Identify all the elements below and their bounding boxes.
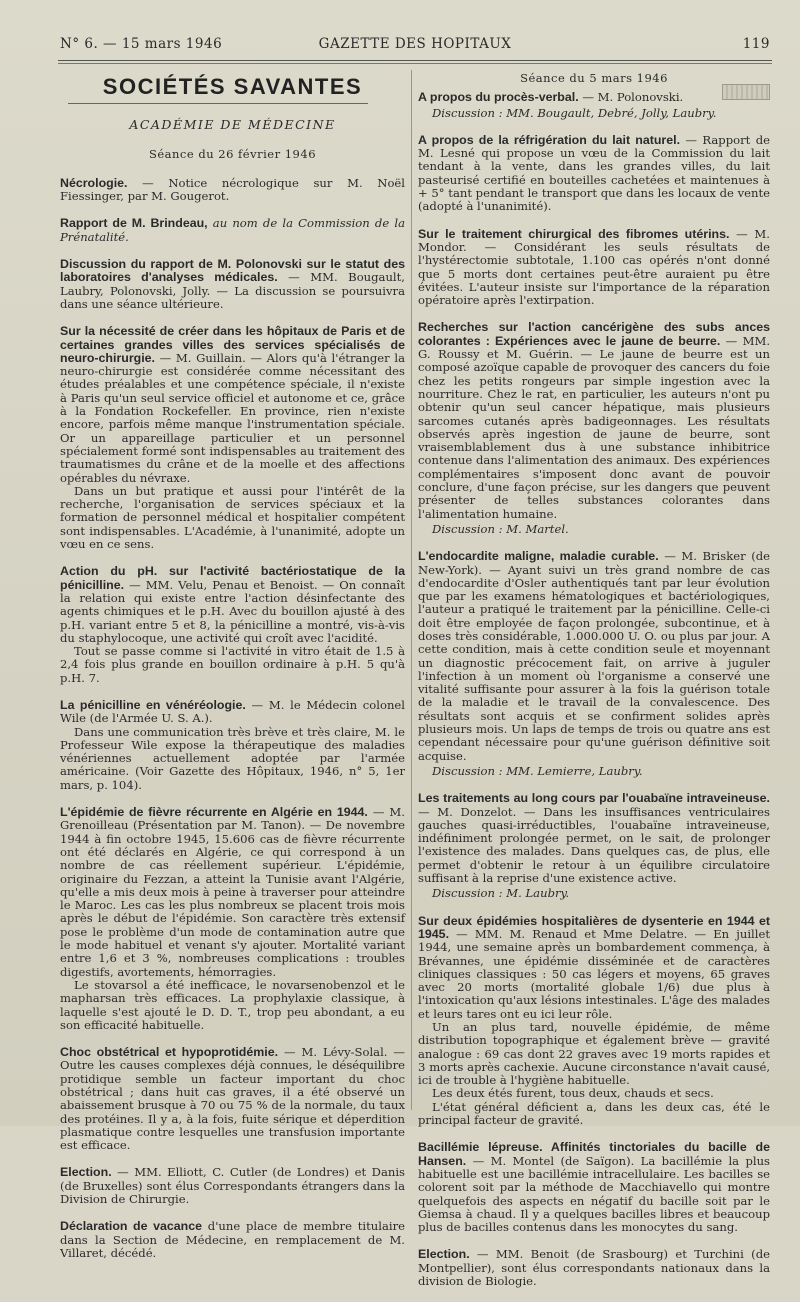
article-text: — Rapport de M. Lesné qui propose un vœu de la Commission du lait tendant à la vente, dans les grandes villes, du lait pasteurisé certifié en bouteilles cachetées et maintenues à + 5° tant pendant le transport que dans les locaux de vente (adopté à l'unanimité).	[418, 132, 770, 214]
article-text: — M. Mondor. — Considérant les seuls résultats de l'hystérectomie subtotale, 1.100 cas opérés n'ont donné que 5 morts dont certaines peut-être auraient pu être évitées. L'auteur insiste sur l'importance de la réparation opératoire après l'extirpation.	[418, 226, 770, 308]
header-rule-secondary	[58, 63, 772, 64]
article-text: — MM. Bougault, Laubry, Polonovski, Jolly. — La discussion se poursuivra dans une séance ultérieure.	[60, 270, 405, 311]
academy-heading: ACADÉMIE DE MÉDECINE	[129, 117, 336, 133]
section-title: SOCIÉTÉS SAVANTES	[102, 74, 363, 99]
article-text: — MM. Elliott, C. Cutler (de Londres) et Danis (de Bruxelles) sont élus Correspondants étrangers dans la Division de Chirurgie.	[60, 1165, 405, 1207]
discussion-line: Discussion : M. Martel.	[432, 521, 569, 536]
article-item	[418, 792, 770, 900]
seance-date: Séance du 26 février 1946	[148, 146, 317, 161]
article-item	[418, 134, 770, 214]
article-item	[60, 177, 405, 204]
article-item	[60, 1220, 405, 1260]
article-paragraph: L'état général déficient a, dans les deux cas, été le principal facteur de gravité.	[418, 1099, 770, 1128]
article-text: — M. Grenoilleau (Présentation par M. Tanon). — De novembre 1944 à fin octobre 1945, 15.606 cas de fièvre récurrente ont été déclarés en Algérie, ce qui correspond à un nombre de cas réellement supérieur. L'épidémie, originaire du Fezzan, a atteint la Tunisie avant l'Algérie, qu'elle a mis deux mois à peine à traverser pour atteindre le Maroc. Les cas les plus nombreux se placent trois mois après le début de l'épidémie. Son caractère très extensif pose le problème d'un mode de contamination autre que le mode habituel et venant s'y ajouter. Mortalité variant entre 1,6 et 3 %, nombreuses complications : troubles digestifs, avortements, hémorragies.	[60, 805, 405, 979]
article-text: — MM. Benoit (de Srasbourg) et Turchini (de Montpellier), sont élus correspondants nationaux dans la division de Biologie.	[418, 1247, 770, 1289]
article-item	[60, 217, 405, 244]
article-paragraph: Les deux étés furent, tous deux, chauds et secs.	[432, 1086, 714, 1101]
seance-date: Séance du 5 mars 1946	[520, 71, 668, 85]
article-title: Sur la nécessité de créer dans les hôpitaux de Paris et de certaines grandes villes des services spécialisés de neuro-chirurgie.	[60, 324, 405, 365]
article-item	[60, 258, 405, 311]
issue-date: N° 6. — 15 mars 1946	[60, 36, 223, 52]
article-title: Sur le traitement chirurgical des fibromes utérins.	[418, 226, 730, 241]
page-number: 119	[742, 36, 770, 52]
article-text: — Notice nécrologique sur M. Noël Fiessinger, par M. Gougerot.	[60, 175, 405, 204]
article-title: Bacillémie lépreuse. Affinités tinctoriales du bacille de Hansen.	[418, 1140, 770, 1168]
article-text: — M. le Médecin colonel Wile (de l'Armée U. S. A.).	[60, 697, 405, 726]
article-item	[60, 1046, 405, 1152]
article-title: La pénicilline en vénéréologie.	[60, 697, 246, 712]
article-item	[60, 699, 405, 792]
article-text: — MM. G. Roussy et M. Guérin. — Le jaune de beurre est un composé azoïque capable de provoquer des cancers du foie chez les petits rongeurs par simple ingestion avec la nourriture. Chez le rat, en particulier, les auteurs n'ont pu obtenir qu'un seul cancer hépatique, mais plusieurs sarcomes cutanés après badigeonnages. Les résultats observés après ingestion de jaune de beurre, sont vraisemblablement dus à une substance inhibitrice contenue dans l'alimentation des animaux. Des expériences complémentaires s'imposent donc avant de pouvoir conclure, d'une façon précise, sur les dangers que peuvent présenter de telles substances colorantes dans l'alimentation humaine.	[418, 333, 770, 521]
article-paragraph: Un an plus tard, nouvelle épidémie, de même distribution topographique et également brève — gravité analogue : 69 cas dont 22 graves avec 19 morts rapides et 3 morts après cachexie. Aucune circonstance n'avait causé, ici de trouble à l'hygiène habituelle.	[418, 1020, 770, 1088]
article-item	[60, 565, 405, 685]
article-text: d'une place de membre titulaire dans la Section de Médecine, en remplacement de M. Villaret, décédé.	[60, 1219, 405, 1260]
article-paragraph: Tout se passe comme si l'activité in vitro était de 1.5 à 2,4 fois plus grande en bouillon ordinaire à p.H. 5 qu'à p.H. 7.	[60, 644, 405, 685]
article-title: L'épidémie de fièvre récurrente en Algérie en 1944.	[60, 805, 368, 820]
article-paragraph: Dans une communication très brève et très claire, M. le Professeur Wile expose la thérapeutique des maladies vénériennes actuellement adoptée par l'armée américaine. (Voir Gazette des Hôpitaux, 1946, n° 5, 1er mars, p. 104).	[60, 724, 405, 792]
article-item	[60, 325, 405, 551]
article-text: — M. Guillain. — Alors qu'à l'étranger la neuro-chirurgie est considérée comme nécessitant des études préalables et une compétence spéciale, il n'existe à Paris qu'un seul service officiel et autonome et ce, grâce à la Fondation Rockefeller. En province, rien n'existe encore, parfois même manque l'instrumentation spéciale. Or un appareillage particulier et un personnel spécialement formé sont indispensables au traitement des traumatismes du crâne et de la moelle et des affections opérables du névraxe.	[60, 350, 405, 485]
page-header	[60, 36, 770, 58]
discussion-line: Discussion : MM. Lemierre, Laubry.	[432, 763, 643, 778]
article-item	[418, 228, 770, 308]
article-text: — M. Montel (de Saïgon). La bacillémie la plus habituelle est une bacillémie intracellulaire. Les bacilles se colorent soit par la méthode de Macchiavello qui montre quelquefois des aspects en négatif du bacille soit par le Giemsa à chaud. Il y a quelques bacilles libres et beaucoup plus de bacilles contenus dans les monocytes du sang.	[418, 1153, 770, 1235]
article-title: Election.	[418, 1247, 470, 1262]
article-item	[418, 1141, 770, 1234]
article-paragraph: Dans un but pratique et aussi pour l'intérêt de la recherche, l'organisation de services spéciaux et la formation de personnel médical et hospitalier compétent sont indispensables. L'Académie, à l'unanimité, adopte un vœu en ce sens.	[60, 483, 405, 552]
title-rule	[68, 103, 368, 104]
article-title: Action du pH. sur l'activité bactériostatique de la pénicilline.	[60, 564, 405, 592]
article-title: Nécrologie.	[60, 175, 128, 190]
article-title: Recherches sur l'action cancérigène des subs ances colorantes : Expériences avec le jaune de beurre.	[418, 320, 770, 348]
article-item	[418, 321, 770, 536]
article-title: Déclaration de vacance	[60, 1219, 202, 1234]
article-text: — MM. M. Renaud et Mme Delatre. — En juillet 1944, une semaine après un bombardement commença, à Brévannes, une épidémie disséminée et de caractères cliniques classiques : 50 cas légers et moyens, 65 graves avec 20 morts (mortalité globale 1/6) due plus à l'intoxication qu'aux lésions intestinales. L'âge des malades et leurs tares ont eu ici leur rôle.	[418, 926, 770, 1021]
journal-title: GAZETTE DES HOPITAUX	[318, 36, 512, 52]
article-text: — M. Donzelot. — Dans les insuffisances ventriculaires gauches quasi-irréductibles, l'ouabaïne intraveineuse, indéfiniment prolongée permet, on le sait, de prolonger l'existence des malades. Dans quelques cas, de plus, elle permet d'obtenir le retour à un équilibre circulatoire suffisant à la reprise d'une existence active.	[418, 804, 770, 886]
article-title: Choc obstétrical et hypoprotidémie.	[60, 1045, 279, 1060]
article-title: A propos de la réfrigération du lait naturel.	[418, 132, 681, 147]
article-title: A propos du procès-verbal.	[418, 90, 579, 105]
article-item	[418, 1248, 770, 1288]
discussion-line: Discussion : M. Laubry.	[432, 886, 570, 901]
article-title: Les traitements au long cours par l'ouabaïne intraveineuse.	[418, 791, 770, 806]
article-item	[418, 91, 770, 120]
article-item	[418, 550, 770, 778]
article-title: Discussion du rapport de M. Polonovski sur le statut des laboratoires d'analyses médicales.	[60, 257, 405, 285]
article-item	[60, 806, 405, 1032]
article-title: L'endocardite maligne, maladie curable.	[418, 549, 659, 564]
right-column	[418, 72, 770, 1302]
discussion-line: Discussion : MM. Bougault, Debré, Jolly, Laubry.	[432, 105, 717, 120]
article-item	[60, 1166, 405, 1206]
column-divider	[411, 70, 412, 1110]
article-text: — M. Polonovski.	[578, 90, 684, 105]
article-paragraph: Le stovarsol a été inefficace, le novarsenobenzol et le mapharsan très efficaces. La prophylaxie classique, à laquelle s'est ajouté le D. D. T., trop peu abondant, a eu son efficacité habituelle.	[60, 977, 405, 1032]
article-text: — M. Brisker (de New-York). — Ayant suivi un très grand nombre de cas d'endocardite d'Osler authentiqués tant par leur évolution que par les examens hématologiques et bactériologiques, l'auteur a pratiqué le traitement par la pénicilline. Celle-ci doit être employée de façon prolongée, subcontinue, et à doses très considérable, 1.000.000 U. O. ou plus par jour. A cette condition, mais à cette condition seule et moyennant un diagnostic précocement fait, on arrive à juguler l'infection à un moment où l'organisme a conservé une vitalité suffisante pour assurer à la fois la guérison totale de la maladie et le travail de la convalescence. Des résultats sont acquis et se confirment solides après plusieurs mois. Un laps de temps de trois ou quatre ans est cependant nécessaire pour qu'une guérison définitive soit acquise.	[418, 549, 770, 763]
article-text: — MM. Velu, Penau et Benoist. — On connaît la relation qui existe entre l'action désinfectante des agents chimiques et le p.H. Avec du bouillon ajusté à des p.H. variant entre 5 et 8, la pénicilline a montré, vis-à-vis du staphylocoque, une activité qui croît avec l'acidité.	[60, 577, 405, 645]
header-rule	[58, 60, 772, 61]
article-title: Election.	[60, 1165, 112, 1180]
article-item	[418, 915, 770, 1128]
article-text: — M. Lévy-Solal. — Outre les causes complexes déjà connues, le déséquilibre protidique semble un facteur important du choc obstétrical ; dans huit cas graves, il a été observé un abaissement brusque à 70 ou 75 % de la normale, du taux des protéines. Il y a, à la fois, fuite sérique et déperdition plasmatique contre lesquelles une transfusion importante est efficace.	[60, 1045, 405, 1153]
article-text: au nom de la Commission de la Prénatalité.	[60, 216, 405, 244]
article-title: Sur deux épidémies hospitalières de dysenterie en 1944 et 1945.	[418, 913, 770, 941]
left-column	[60, 72, 405, 1274]
article-title: Rapport de M. Brindeau,	[60, 216, 208, 231]
